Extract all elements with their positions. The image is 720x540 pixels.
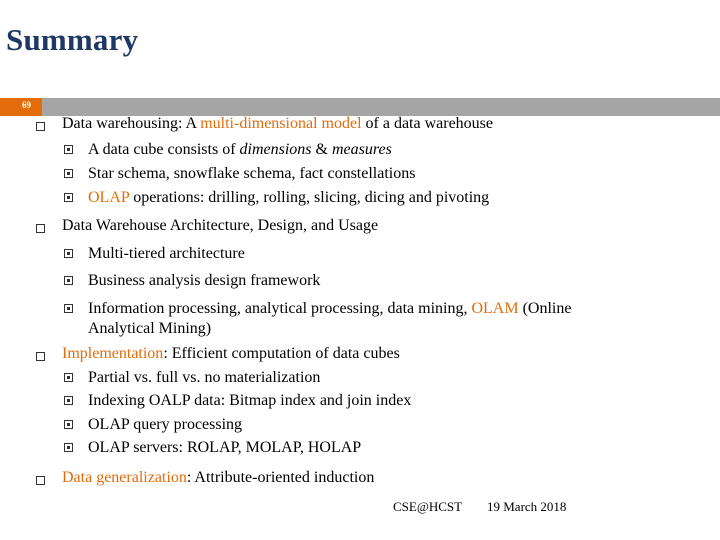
text: & (311, 141, 332, 158)
sub-bullet-materialization: Partial vs. full vs. no materialization (88, 369, 321, 386)
sub-bullet-multi-tiered: Multi-tiered architecture (88, 245, 245, 262)
sub-bullet-icon (64, 276, 73, 285)
bullet-square-icon (36, 476, 45, 485)
bullet-data-generalization (62, 468, 374, 488)
sub-bullet-icon (64, 373, 73, 382)
header-bar-accent (0, 98, 42, 116)
sub-bullet-icon (64, 193, 73, 202)
highlight-text: Implementation (62, 345, 164, 362)
bullet-architecture: Data Warehouse Architecture, Design, and Usage (62, 217, 379, 234)
text: operations: drilling, rolling, slicing, dicing and pivoting (129, 189, 490, 206)
text: (Online (518, 300, 572, 317)
sub-bullet-icon (64, 396, 73, 405)
bullet-square-icon (36, 224, 45, 233)
text: Information processing, analytical processing, data mining, (88, 300, 472, 317)
italic-text: dimensions (239, 141, 312, 158)
bullet-square-icon (36, 352, 45, 361)
footer-date: 19 March 2018 (487, 499, 567, 514)
sub-bullet-olap-operations (88, 188, 489, 208)
bullet-data-warehousing (62, 114, 493, 134)
sub-bullet-information-processing (88, 299, 571, 319)
slide-title: Summary (6, 22, 139, 57)
sub-bullet-business-analysis: Business analysis design framework (88, 272, 321, 289)
highlight-text: Data generalization (62, 469, 187, 486)
highlight-text: OLAP (88, 189, 130, 206)
bullet-square-icon (36, 122, 45, 131)
sub-bullet-data-cube (88, 140, 392, 160)
italic-text: measures (331, 141, 392, 158)
sub-bullet-icon (64, 420, 73, 429)
sub-bullet-information-processing-line2: Analytical Mining) (88, 320, 212, 337)
highlight-text: OLAM (471, 300, 519, 317)
bullet-implementation (62, 344, 400, 364)
text: A data cube consists of (88, 141, 240, 158)
footer-org: CSE@HCST (393, 499, 463, 514)
sub-bullet-icon (64, 304, 73, 313)
sub-bullet-icon (64, 169, 73, 178)
sub-bullet-olap-servers: OLAP servers: ROLAP, MOLAP, HOLAP (88, 439, 362, 456)
sub-bullet-indexing: Indexing OALP data: Bitmap index and join index (88, 392, 412, 409)
slide-number: 69 (22, 100, 31, 110)
text: : Attribute-oriented induction (186, 469, 375, 486)
text: Data warehousing: A (62, 115, 201, 132)
text: : Efficient computation of data cubes (163, 345, 400, 362)
sub-bullet-icon (64, 443, 73, 452)
sub-bullet-icon (64, 145, 73, 154)
highlight-text: multi-dimensional model (200, 115, 362, 132)
sub-bullet-icon (64, 249, 73, 258)
sub-bullet-schemas: Star schema, snowflake schema, fact constellations (88, 165, 416, 182)
sub-bullet-query-processing: OLAP query processing (88, 416, 243, 433)
text: of a data warehouse (361, 115, 494, 132)
